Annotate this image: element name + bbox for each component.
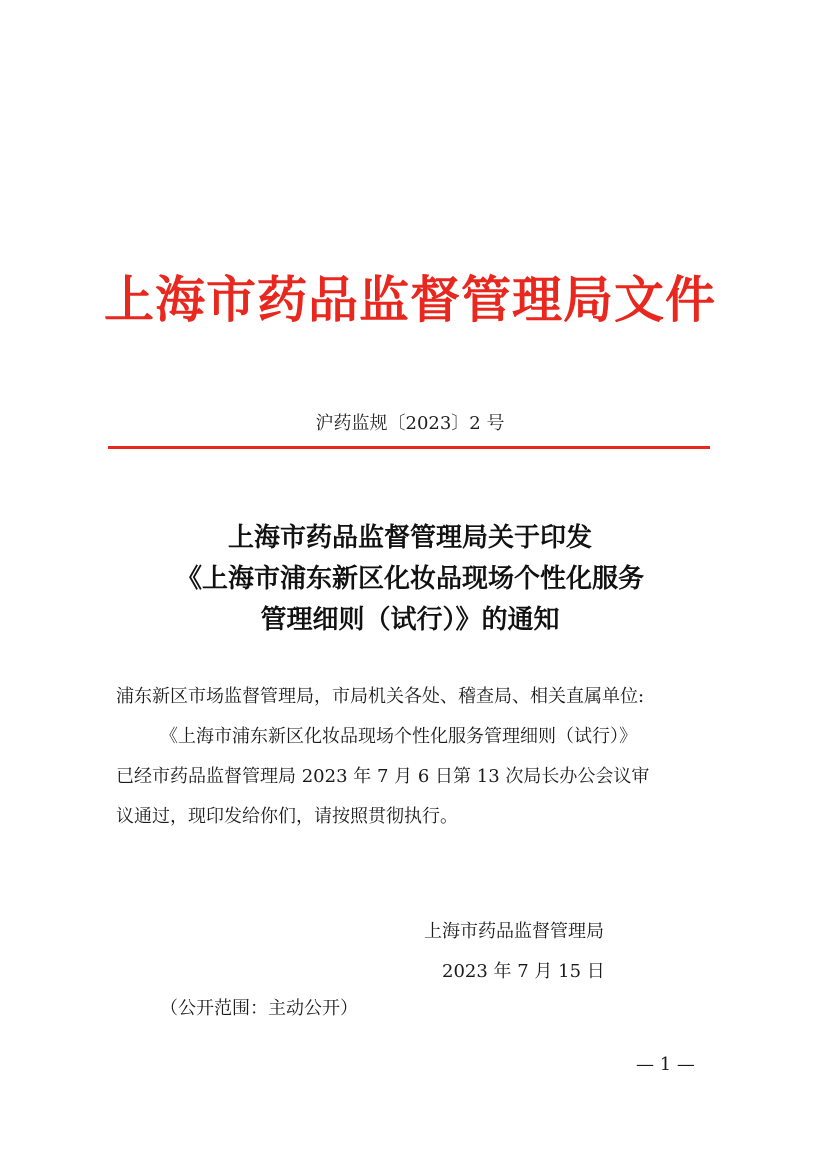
body-paragraph-line-1: 《上海市浦东新区化妆品现场个性化服务管理细则（试行）》 [160,726,637,747]
issuer-signature: 上海市药品监督管理局 [424,921,604,942]
page-number: — 1 — [636,1054,695,1075]
disclosure-scope: （公开范围：主动公开） [160,998,358,1019]
body-paragraph-line-3: 议通过，现印发给你们，请按照贯彻执行。 [116,806,458,827]
notice-title-line-3: 管理细则（试行）》的通知 [260,605,560,635]
red-divider-line [108,446,710,449]
document-header-title: 上海市药品监督管理局文件 [104,270,716,329]
notice-body [116,677,716,837]
issue-date: 2023 年 7 月 15 日 [442,961,605,982]
recipients-line: 浦东新区市场监督管理局，市局机关各处、稽查局、相关直属单位: [116,686,645,707]
notice-title-line-1: 上海市药品监督管理局关于印发 [227,523,592,553]
body-paragraph-line-2: 已经市药品监督管理局 2023 年 7 月 6 日第 13 次局长办公会议审 [116,766,650,787]
notice-title-line-2: 《上海市浦东新区化妆品现场个性化服务 [175,564,644,594]
document-number: 沪药监规〔2023〕2 号 [315,413,505,434]
notice-title [0,518,820,641]
